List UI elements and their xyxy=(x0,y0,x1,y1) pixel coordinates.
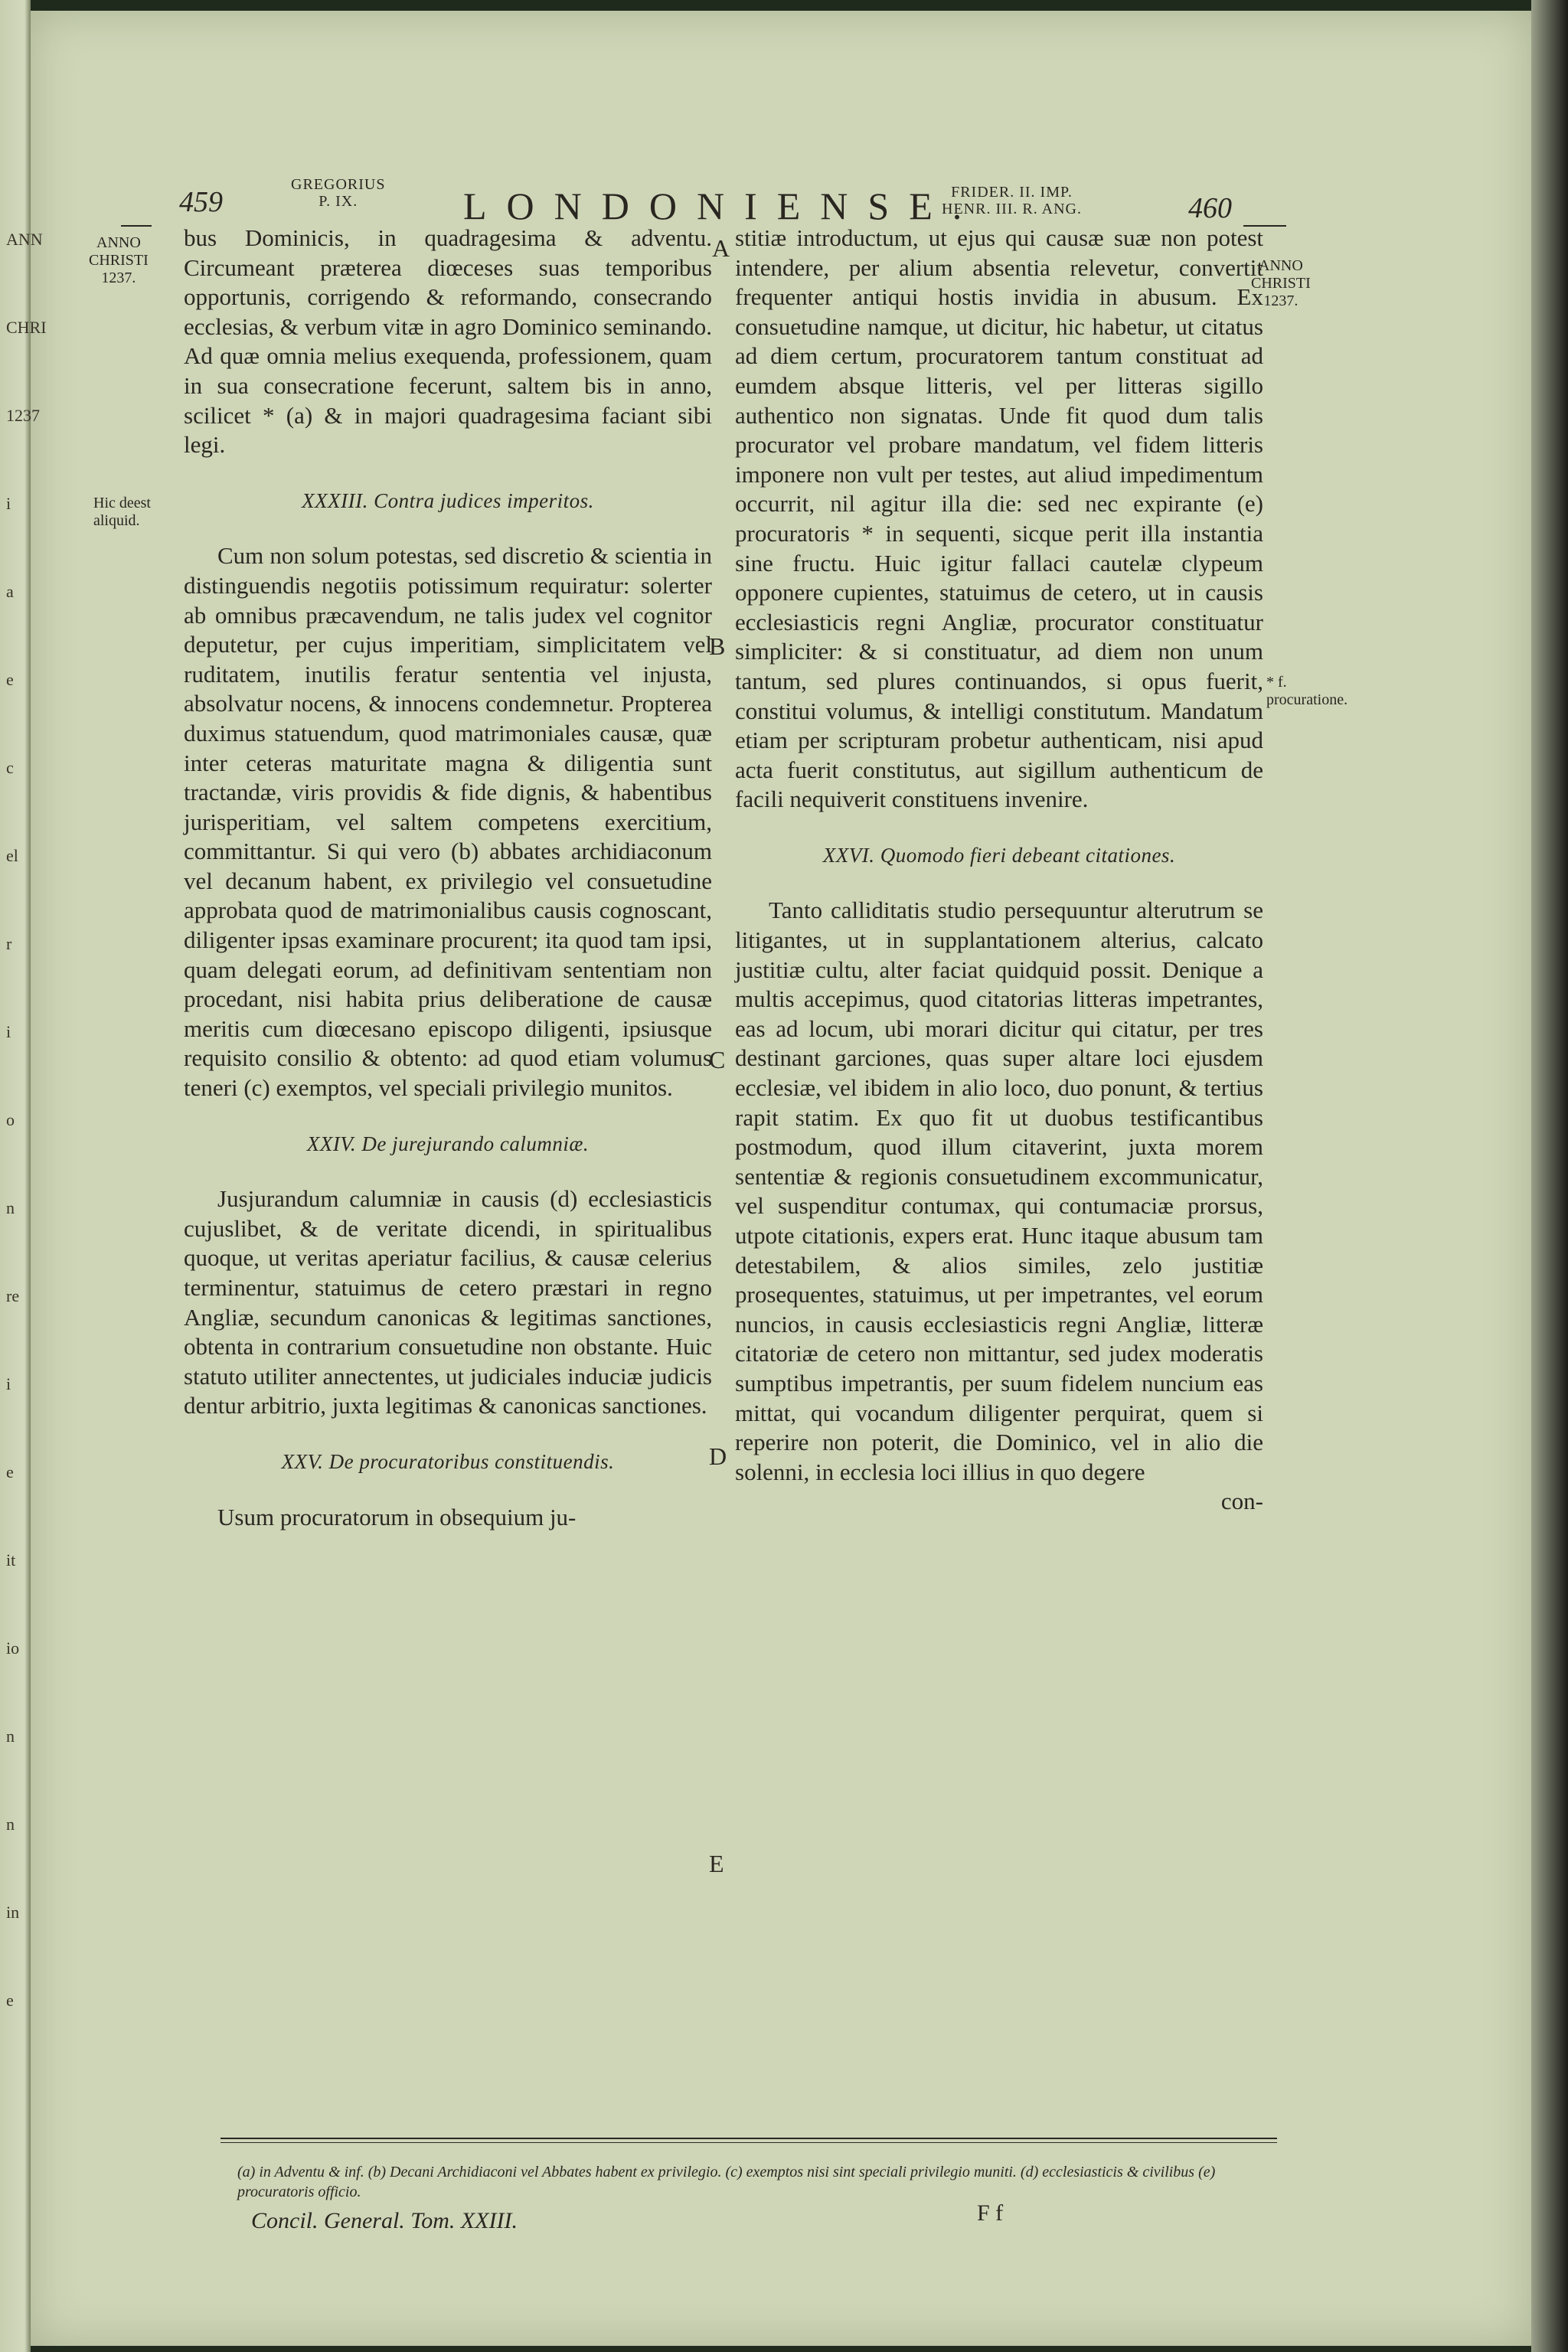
facing-page-fragment: n xyxy=(6,1815,15,1834)
facing-page-fragment: i xyxy=(6,1374,11,1393)
left-year-note: ANNO CHRISTI 1237. xyxy=(89,234,149,286)
book-page xyxy=(31,11,1531,2346)
page-title: LONDONIENSE. xyxy=(463,185,982,227)
paragraph: Jusjurandum calumniæ in causis (d) ecclesiasticis cujuslibet, & de veritate dicendi, in spiritualibus quoque, ut veritas aperiatur facilius, & causæ celerius terminentur, statuimus de cetero præstari in regno Angliæ, secundum canonicas & legitimas sanctiones, obtenta in contrarium consuetudine non obstante. Huic statuto utiliter annectentes, ut judiciales induciæ judicis dentur arbitrio, juxta legitimas & canonicas sanctiones. xyxy=(184,1185,712,1419)
facing-page-fragment: i xyxy=(6,1022,11,1041)
right-year-note: ANNO CHRISTI 1237. xyxy=(1251,257,1311,309)
facing-page-fragment: e xyxy=(6,1462,14,1481)
facing-page-fragment: n xyxy=(6,1726,15,1746)
facing-page-fragment: it xyxy=(6,1550,16,1570)
facing-page-fragment: io xyxy=(6,1638,20,1658)
section-letter-d: D xyxy=(709,1442,727,1470)
volume-signature: Concil. General. Tom. XXIII. xyxy=(251,2208,518,2233)
paragraph: Cum non solum potestas, sed discretio & scientia in distinguendis negotiis potissimum requiratur: solerter ab omnibus præcavendum, ne talis judex vel cognitor deputetur, per cujus imperitiam, simplicitatem vel ruditatem, inutilis feratur sententia vel injusta, absolvatur nocens, & innocens condemnetur. Propterea duximus statuendum, quod matrimoniales causæ, quæ inter ceteras maturitate magna & diligentia sunt tractandæ, viris providis & fide dignis, & habentibus jurisperitiam, vel saltem competens exercitium, committantur. Si qui vero (b) abbates archidiaconum vel decanum habent, ex privilegio vel consuetudine approbata quod de matrimonialibus causis cognoscant, diligenter ipsas examinare procurent; ita quod tam ipsi, quam delegati eorum, ad definitivam sententiam non procedant, nisi habita prius deliberatione de causæ meritis cum diœcesano episcopo diligenti, ipsiusque requisito consilio & obtento: ad quod etiam volumus teneri (c) exemptos, vel speciali privilegio munitos. xyxy=(184,542,712,1102)
section-letter-a: A xyxy=(712,234,730,262)
paragraph: Usum procuratorum in obsequium ju- xyxy=(217,1503,577,1530)
right-page-number: 460 xyxy=(1188,192,1232,224)
paragraph: stitiæ introductum, ut ejus qui causæ suæ non potest intendere, per alium absentia relevetur, convertit frequenter antiqui hostis invidia in abusum. Ex consuetudine namque, ut dicitur, hic habetur, ut citatus ad diem certum, procuratorem tantum constituat ad eumdem absque litteris, vel per litteras sigillo authentico non signatas. Unde fit quod dum talis procurator vel probare mandatum, vel fidem litteris imponere non vult per testes, aut aliud impedimentum occurrit, nil agitur illa die: sed nec expirante (e) procuratoris * in sequenti, sicque perit illa instantia sine fructu. Huic igitur fallaci cautelæ clypeum opponere cupientes, statuimus de cetero, ut in causis ecclesiasticis regni Angliæ, procurator constituatur simpliciter: & si constituatur, ad diem non unum tantum, sed plures continuandos, si opus fuerit, constitui volumus, & intelligi constitutum. Mandatum etiam per scripturam probetur authenticam, nisi apud acta fuerit constitutus, aut sigillum authenticum de facili nequiverit constituens invenire. xyxy=(735,224,1263,813)
facing-page-fragment: a xyxy=(6,582,14,601)
facing-page-fragment: c xyxy=(6,758,14,777)
right-text-column xyxy=(735,224,1263,1517)
facing-page-fragment: 1237 xyxy=(6,406,40,425)
paragraph: bus Dominicis, in quadragesima & adventu. Circumeant præterea diœceses suas temporibus opportunis, corrigendo & reformando, consecrando ecclesias, & verbum vitæ in agro Dominico seminando. Ad quæ omnia melius exequenda, professionem, quam in sua consecratione fecerunt, saltem bis in anno, scilicet * (a) & in majori quadragesima faciant sibi legi. xyxy=(184,224,712,459)
catchword: con- xyxy=(1220,1488,1263,1515)
section-heading: XXVI. Quomodo fieri debeant citationes. xyxy=(822,843,1176,867)
facing-page-fragment: r xyxy=(6,934,12,953)
paragraph: Tanto calliditatis studio persequuntur alterutrum se litigantes, ut in supplantationem alterius, calcato justitiæ cultu, alter faciat quidquid possit. Denique a multis accepimus, quod citatorias litteras impetrantes, eas ad locum, ubi morari dicitur qui citatur, per tres destinant garciones, quas super altare loci ejusdem ecclesiæ, vel ibidem in alio loco, duo ponunt, & tertius rapit statim. Ex quo fit ut duobus testificantibus postmodum, quod illum citaverint, juxta morem sententiæ & regionis consuetudinem excommunicatur, vel suspenditur contumax, qui contumaciæ prorsus, utpote citationis, expers erat. Hunc itaque abusum tam detestabilem, & alios similes, zelo justitiæ prosequentes, statuimus, ut per impetrantes, vel eorum nuncios, in causis ecclesiasticis regni Angliæ, litteræ citatoriæ de cetero non mittantur, sed judex moderatis sumptibus impetrantis, per suum fidelem nuncium eas mittat, qui vocandum diligenter perquirat, quem si reperire non poterit, die Dominico, vel in alio die solenni, in ecclesia loci illius in quo degere xyxy=(735,897,1263,1485)
footnote-rule xyxy=(220,2138,1277,2139)
running-header xyxy=(31,176,1531,227)
left-header-rule xyxy=(121,225,152,227)
section-letter-c: C xyxy=(709,1046,726,1073)
facing-page-fragment: re xyxy=(6,1286,20,1305)
facing-page-fragment: ANN xyxy=(6,230,43,249)
section-heading: XXIV. De jurejurando calumniæ. xyxy=(306,1132,590,1155)
gathering-signature: F f xyxy=(977,2200,1004,2226)
facing-page-edge xyxy=(0,0,47,2352)
facing-page-fragment: in xyxy=(6,1903,20,1922)
facing-page-fragment: e xyxy=(6,670,14,689)
book-edge-shadow xyxy=(1531,0,1568,2352)
left-header-pope: GREGORIUS P. IX. xyxy=(291,176,386,210)
facing-page-fragment: e xyxy=(6,1991,14,2010)
left-margin-note: Hic deest aliquid. xyxy=(93,495,151,529)
right-margin-note: * f. procuratione. xyxy=(1266,674,1348,708)
left-text-column xyxy=(184,224,712,1532)
facing-page-fragment: i xyxy=(6,494,11,513)
section-letter-b: B xyxy=(709,632,726,660)
right-header-rulers: FRIDER. II. IMP. HENR. III. R. ANG. xyxy=(942,184,1082,217)
section-letter-e: E xyxy=(709,1850,724,1877)
section-heading: XXV. De procuratoribus constituendis. xyxy=(281,1449,615,1473)
facing-page-fragment: o xyxy=(6,1110,15,1129)
footnote-rule-thin xyxy=(220,2142,1277,2143)
left-page-number: 459 xyxy=(179,186,223,218)
facing-page-fragment: el xyxy=(6,846,18,865)
facing-page-fragment: CHRI xyxy=(6,318,47,337)
section-heading: XXXIII. Contra judices imperitos. xyxy=(302,488,594,512)
footnotes: (a) in Adventu & inf. (b) Decani Archidiaconi vel Abbates habent ex privilegio. (c) exemptos nisi sint speciali privilegio muniti. (d) ecclesiasticis & civilibus (e) procuratoris officio. xyxy=(237,2164,1216,2200)
facing-page-fragment: n xyxy=(6,1198,15,1217)
